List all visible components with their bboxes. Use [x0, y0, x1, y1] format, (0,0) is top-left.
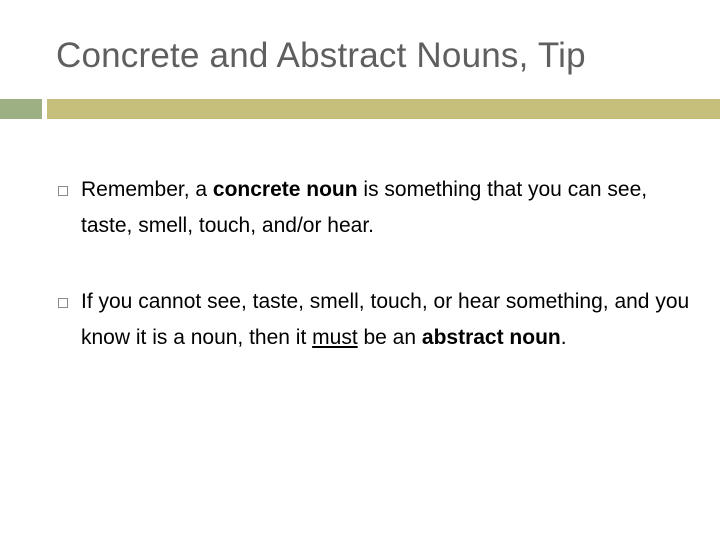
bullet-text-before: If you cannot see, taste, smell, touch, or hear something, and you know it is a noun, then it	[81, 290, 690, 349]
underlined-word-must: must	[312, 326, 358, 349]
bullet-text-after: is something that you can see, taste, smell, touch, and/or hear.	[81, 178, 648, 237]
bullet-text-middle: be an	[357, 326, 422, 349]
bullet-item-abstract-noun	[56, 284, 696, 356]
accent-bar-left	[0, 99, 42, 119]
bullet-text-after: .	[560, 326, 567, 349]
bullet-text-before: Remember, a	[81, 178, 213, 201]
bold-term-abstract-noun: abstract noun	[421, 326, 561, 349]
hollow-square-bullet-icon	[58, 298, 68, 308]
bold-term-concrete-noun: concrete noun	[212, 178, 358, 201]
bullet-item-concrete-noun	[56, 172, 696, 244]
bullet-list	[56, 172, 696, 396]
hollow-square-bullet-icon	[58, 186, 68, 196]
slide-title: Concrete and Abstract Nouns, Tip	[56, 36, 586, 75]
accent-bar-right	[47, 99, 720, 119]
